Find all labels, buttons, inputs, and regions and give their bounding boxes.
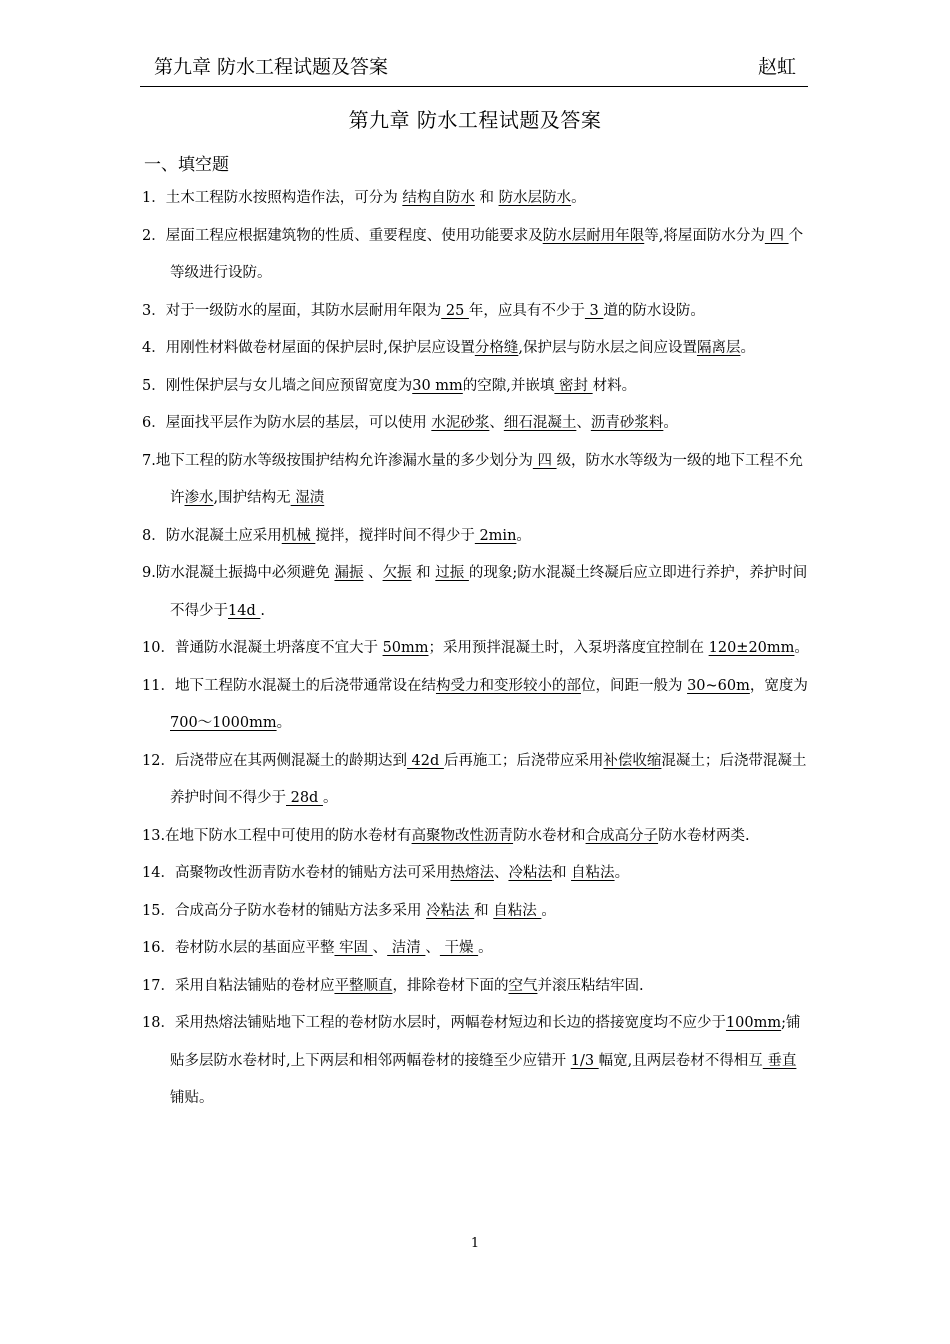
answer-blank: 120±20mm (708, 640, 795, 656)
answer-blank: 42d (406, 752, 444, 769)
answer-blank: 水泥砂浆 (431, 415, 490, 431)
question-item (142, 855, 812, 893)
question-text: 。 (794, 640, 809, 656)
question-item (142, 218, 812, 293)
question-text: 、 (489, 415, 504, 431)
answer-blank: 洁清 (387, 940, 426, 956)
question-text: 2．屋面工程应根据建筑物的性质、重要程度、使用功能要求及 (142, 227, 543, 244)
answer-blank: 结构自防水 (402, 190, 475, 206)
question-text: 级，防水水等级为一级的地下工程不允许 (170, 452, 804, 506)
question-text: 。 (322, 790, 338, 806)
answer-blank: 湿渍 (290, 490, 325, 506)
question-text: ,保护层与防水层之间应设置 (518, 340, 697, 356)
question-text: 14．高聚物改性沥青防水卷材的铺贴方法可采用 (142, 865, 451, 881)
answer-blank: 冷粘法 (426, 902, 475, 919)
question-text: ，宽度为 (749, 677, 808, 694)
question-item (142, 555, 812, 630)
question-text: 位，间距一般为 (580, 677, 688, 694)
question-text: 3．对于一级防水的屋面，其防水层耐用年限为 (142, 302, 442, 319)
answer-blank: 干燥 (439, 940, 479, 956)
question-text: 、 (425, 940, 440, 956)
question-text: 4．用刚性材料做卷材屋面的保护层时,保护层应设置 (142, 340, 475, 356)
question-item (142, 405, 812, 443)
answer-blank: 四 (532, 452, 557, 469)
answer-blank: 渗水 (184, 490, 214, 506)
header-author: 赵虹 (757, 56, 796, 78)
answer-blank: 自粘法 (571, 865, 615, 881)
question-text: 、 (363, 565, 383, 581)
question-text: 5．刚性保护层与女儿墙之间应预留宽度为 (142, 377, 413, 394)
question-item (142, 893, 812, 931)
question-text: 、 (493, 865, 509, 881)
question-text: 8．防水混凝土应采用 (142, 527, 282, 544)
answer-blank: 密封 (554, 377, 593, 394)
question-item (142, 743, 812, 818)
answer-blank: 补偿收缩 (603, 752, 662, 769)
document-title: 第九章 防水工程试题及答案 (348, 108, 602, 132)
question-text: 6．屋面找平层作为防水层的基层，可以使用 (142, 415, 432, 431)
question-text: 并滚压粘结牢固. (537, 977, 644, 994)
answer-blank: 冷粘法 (508, 865, 552, 881)
answer-blank: 防水层耐用年限 (542, 227, 645, 244)
question-item (142, 293, 812, 331)
question-text: 等,将屋面防水分为 (644, 227, 765, 244)
question-text: 18．采用热熔法铺贴地下工程的卷材防水层时，两幅卷材短边和长边的搭接宽度均不应少于 (142, 1015, 726, 1031)
question-text: 的空隙,并嵌填 (462, 377, 555, 394)
question-text: 后再施工；后浇带应采用 (443, 752, 604, 769)
question-text: 个等级进行设防。 (170, 227, 804, 281)
question-text: 防水卷材两类. (658, 827, 750, 844)
question-item (142, 443, 812, 518)
answer-blank: 1/3 (570, 1052, 599, 1069)
answer-blank: 自粘法 (493, 902, 542, 919)
answer-blank: 30~60m (687, 677, 750, 694)
answer-blank: 2min (474, 527, 517, 544)
answer-blank: 细石混凝土 (503, 415, 577, 431)
question-text: 、 (576, 415, 591, 431)
question-item (142, 818, 812, 856)
question-text: 。 (571, 190, 586, 206)
answer-blank: 隔离层 (696, 340, 741, 356)
question-text: 和 (551, 865, 572, 881)
answer-blank: 700～1000mm (170, 715, 277, 731)
section-heading: 一、填空题 (144, 155, 229, 175)
question-text: . (260, 602, 265, 619)
question-text: 和 (474, 190, 499, 206)
question-text: 。 (740, 340, 755, 356)
question-item (142, 180, 812, 218)
answer-blank: 机械 (281, 527, 316, 544)
answer-blank: 28d (286, 790, 323, 806)
answer-blank: 3 (584, 302, 604, 319)
question-text: 11．地下工程防水混凝土的后浇带通常设在结 (142, 677, 436, 694)
answer-blank: 50mm (382, 640, 429, 656)
question-item (142, 630, 812, 668)
answer-blank: 分格缝 (474, 340, 519, 356)
page-number: 1 (470, 1236, 480, 1251)
question-text: 道的防水设防。 (603, 302, 705, 319)
question-text: 1．土木工程防水按照构造作法，可分为 (142, 190, 403, 206)
question-text: ;铺贴多层防水卷材时,上下两层和相邻两幅卷材的接缝至少应错开 (170, 1015, 801, 1069)
answer-blank: 牢固 (334, 940, 373, 956)
question-item (142, 668, 812, 743)
answer-blank: 高聚物改性沥青 (411, 827, 514, 844)
answer-blank: 14d (228, 602, 261, 619)
answer-blank: 热熔法 (450, 865, 494, 881)
question-text: 17．采用自粘法铺贴的卷材应 (142, 977, 335, 994)
question-text: 。 (516, 527, 531, 544)
question-text: 7.地下工程的防水等级按围护结构允许渗漏水量的多少划分为 (142, 452, 533, 469)
question-text: 防水卷材和 (513, 827, 586, 844)
page-header (140, 50, 808, 87)
question-text: 9.防水混凝土振捣中必须避免 (142, 565, 335, 581)
answer-blank: 25 (441, 302, 469, 319)
header-chapter-title: 第九章 防水工程试题及答案 (154, 56, 389, 78)
answer-blank: 构受力和变形较小的部 (435, 677, 581, 694)
question-text: 材料。 (592, 377, 637, 394)
question-text: 10．普通防水混凝土坍落度不宜大于 (142, 640, 383, 656)
question-text: 16．卷材防水层的基面应平整 (142, 940, 335, 956)
question-item (142, 968, 812, 1006)
question-text: 的现象;防水混凝土终凝后应立即进行养护，养护时间不得少于 (170, 565, 808, 619)
question-item (142, 518, 812, 556)
question-text: ,围护结构无 (213, 490, 291, 506)
question-item (142, 330, 812, 368)
question-text: 。 (478, 940, 493, 956)
answer-blank: 空气 (508, 977, 538, 994)
question-text: 混凝土；后浇带混凝土养护时间不得少于 (170, 752, 807, 806)
question-text: 搅拌，搅拌时间不得少于 (315, 527, 475, 544)
question-text: 12．后浇带应在其两侧混凝土的龄期达到 (142, 752, 407, 769)
answer-blank: 沥青砂浆料 (590, 415, 664, 431)
question-text: 13.在地下防水工程中可使用的防水卷材有 (142, 827, 412, 844)
question-text: ，排除卷材下面的 (392, 977, 509, 994)
question-text: 。 (276, 715, 292, 731)
answer-blank: 30 mm (412, 377, 463, 394)
question-text: 和 (474, 902, 494, 919)
answer-blank: 欠振 (382, 565, 412, 581)
question-text: 。 (541, 902, 556, 919)
answer-blank: 平整顺直 (334, 977, 393, 994)
question-text: 。 (614, 865, 630, 881)
question-text: 幅宽,且两层卷材不得相互 (598, 1052, 763, 1069)
question-item (142, 1005, 812, 1118)
answer-blank: 防水层防水 (498, 190, 572, 206)
question-item (142, 930, 812, 968)
question-text: 、 (372, 940, 388, 956)
answer-blank: 垂直 (762, 1052, 797, 1069)
question-text: 和 (411, 565, 436, 581)
question-text: 年，应具有不少于 (468, 302, 585, 319)
question-text: 铺贴。 (170, 1090, 214, 1106)
question-item (142, 368, 812, 406)
question-text: ；采用预拌混凝土时，入泵坍落度宜控制在 (428, 640, 709, 656)
answer-blank: 漏振 (334, 565, 364, 581)
answer-blank: 合成高分子 (585, 827, 659, 844)
question-list (142, 180, 812, 1118)
answer-blank: 过振 (435, 565, 469, 581)
question-text: 。 (663, 415, 678, 431)
question-text: 15．合成高分子防水卷材的铺贴方法多采用 (142, 902, 427, 919)
answer-blank: 100mm (725, 1015, 782, 1031)
answer-blank: 四 (764, 227, 789, 244)
